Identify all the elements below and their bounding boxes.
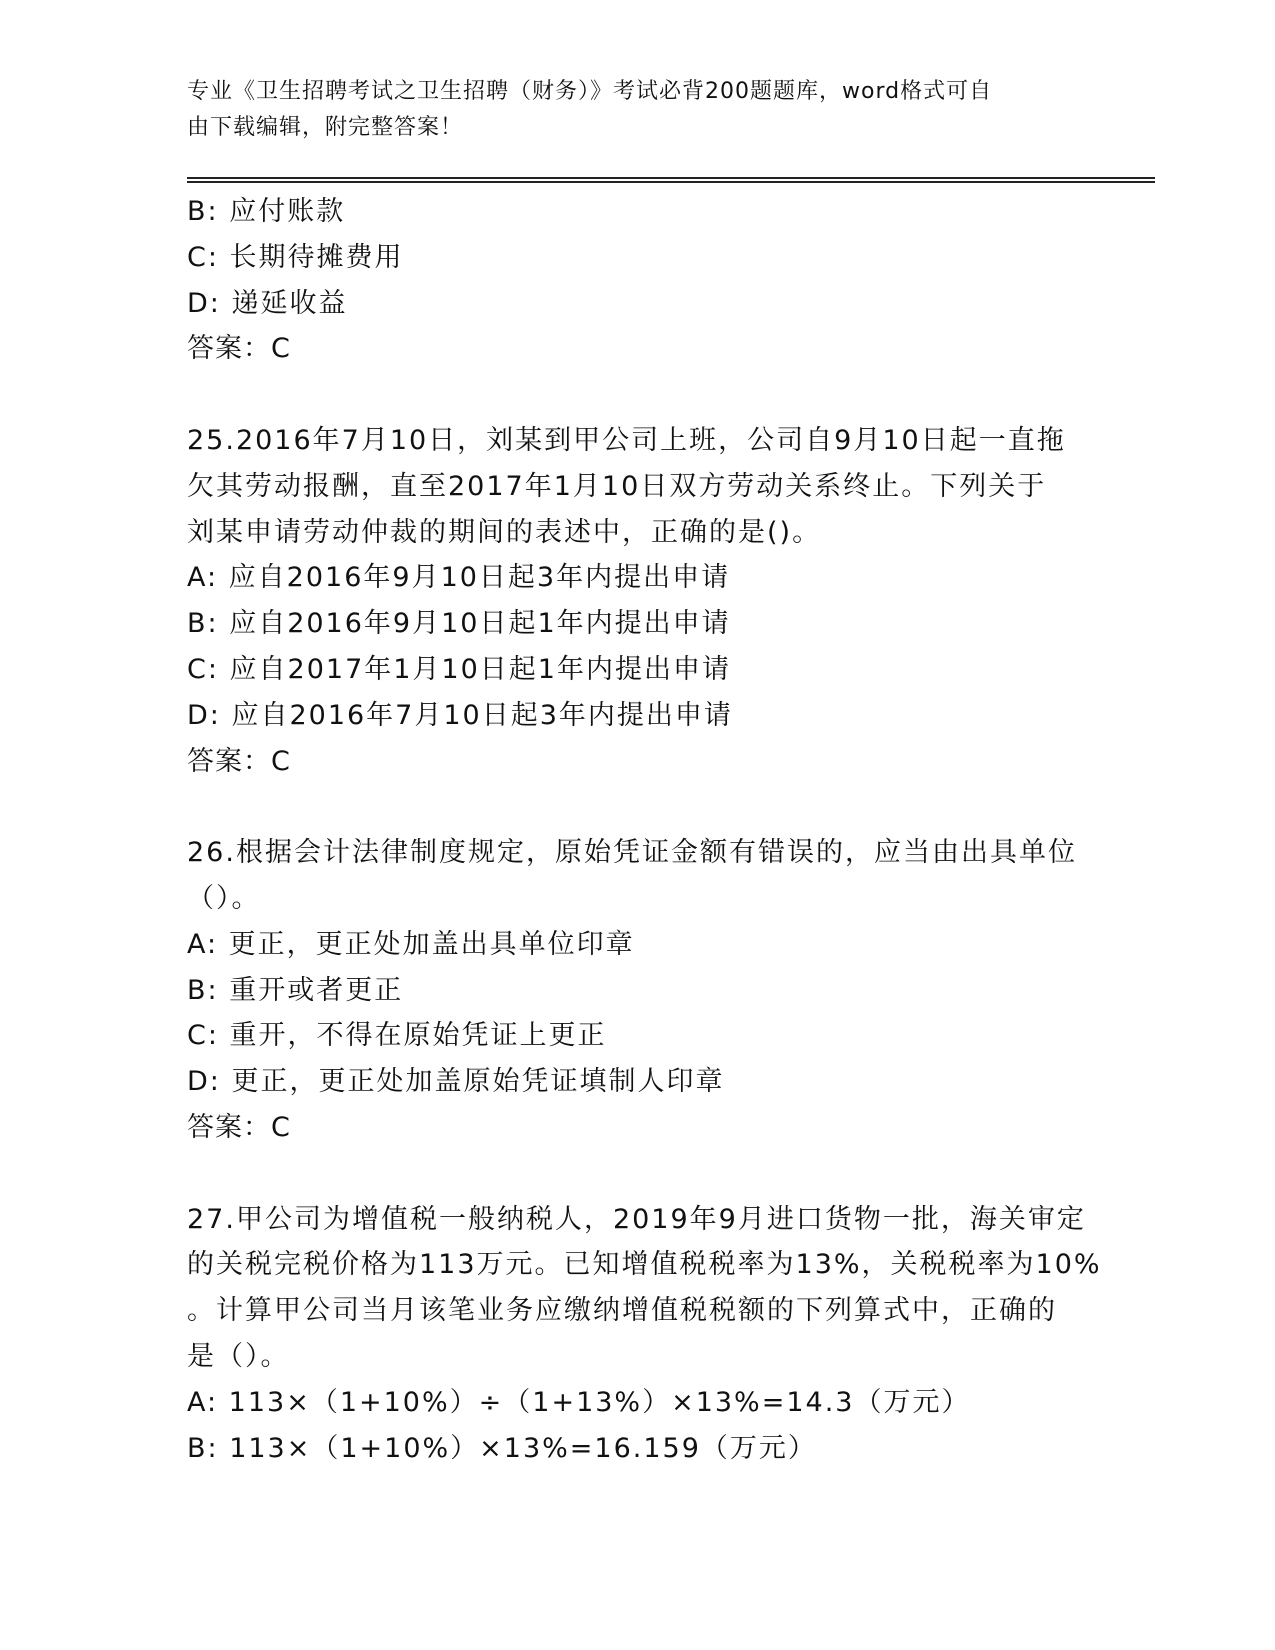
option-b: B: 重开或者更正 bbox=[187, 974, 404, 1006]
option-b: B: 应自2016年9月10日起1年内提出申请 bbox=[187, 608, 731, 640]
option-c: C: 应自2017年1月10日起1年内提出申请 bbox=[187, 653, 731, 685]
header-line: 由下载编辑，附完整答案！ bbox=[187, 115, 464, 140]
spacer bbox=[187, 372, 1087, 418]
question-text: 。计算甲公司当月该笔业务应缴纳增值税税额的下列算式中，正确的 bbox=[187, 1295, 1057, 1327]
question-text: 刘某申请劳动仲裁的期间的表述中，正确的是()。 bbox=[187, 516, 822, 548]
question-27 bbox=[187, 1197, 1102, 1472]
option-a: A: 应自2016年9月10日起3年内提出申请 bbox=[187, 562, 731, 594]
option-c: C: 长期待摊费用 bbox=[187, 241, 404, 273]
option-d: D: 递延收益 bbox=[187, 287, 348, 319]
spacer bbox=[187, 784, 1087, 830]
previous-question-tail bbox=[187, 189, 1087, 372]
question-text: 欠其劳动报酬，直至2017年1月10日双方劳动关系终止。下列关于 bbox=[187, 470, 1047, 502]
question-26 bbox=[187, 830, 1087, 1151]
option-d: D: 更正，更正处加盖原始凭证填制人印章 bbox=[187, 1066, 725, 1098]
question-text: （）。 bbox=[187, 882, 261, 914]
question-text: 27.甲公司为增值税一般纳税人，2019年9月进口货物一批，海关审定 bbox=[187, 1203, 1086, 1235]
answer: 答案：C bbox=[187, 1111, 291, 1143]
answer: 答案：C bbox=[187, 745, 291, 777]
option-c: C: 重开，不得在原始凭证上更正 bbox=[187, 1020, 607, 1052]
question-text: 25.2016年7月10日，刘某到甲公司上班，公司自9月10日起一直拖 bbox=[187, 424, 1066, 456]
option-a: A: 113×（1+10%）÷（1+13%）×13%=14.3（万元） bbox=[187, 1386, 971, 1418]
option-a: A: 更正，更正处加盖出具单位印章 bbox=[187, 928, 635, 960]
header-line: 专业《卫生招聘考试之卫生招聘（财务）》考试必背200题题库，word格式可自 bbox=[187, 79, 993, 104]
page-header bbox=[187, 74, 1067, 146]
question-25 bbox=[187, 418, 1087, 784]
option-b: B: 应付账款 bbox=[187, 196, 346, 227]
header-divider bbox=[187, 177, 1155, 179]
question-text: 是（）。 bbox=[187, 1340, 290, 1372]
question-text: 的关税完税价格为113万元。已知增值税税率为13%，关税税率为10% bbox=[187, 1249, 1102, 1281]
header-divider bbox=[187, 181, 1155, 183]
option-d: D: 应自2016年7月10日起3年内提出申请 bbox=[187, 699, 733, 731]
option-b: B: 113×（1+10%）×13%=16.159（万元） bbox=[187, 1432, 817, 1464]
document-body bbox=[187, 189, 1102, 1471]
spacer bbox=[187, 1151, 1087, 1197]
answer: 答案：C bbox=[187, 333, 291, 365]
question-text: 26.根据会计法律制度规定，原始凭证金额有错误的，应当由出具单位 bbox=[187, 837, 1077, 869]
